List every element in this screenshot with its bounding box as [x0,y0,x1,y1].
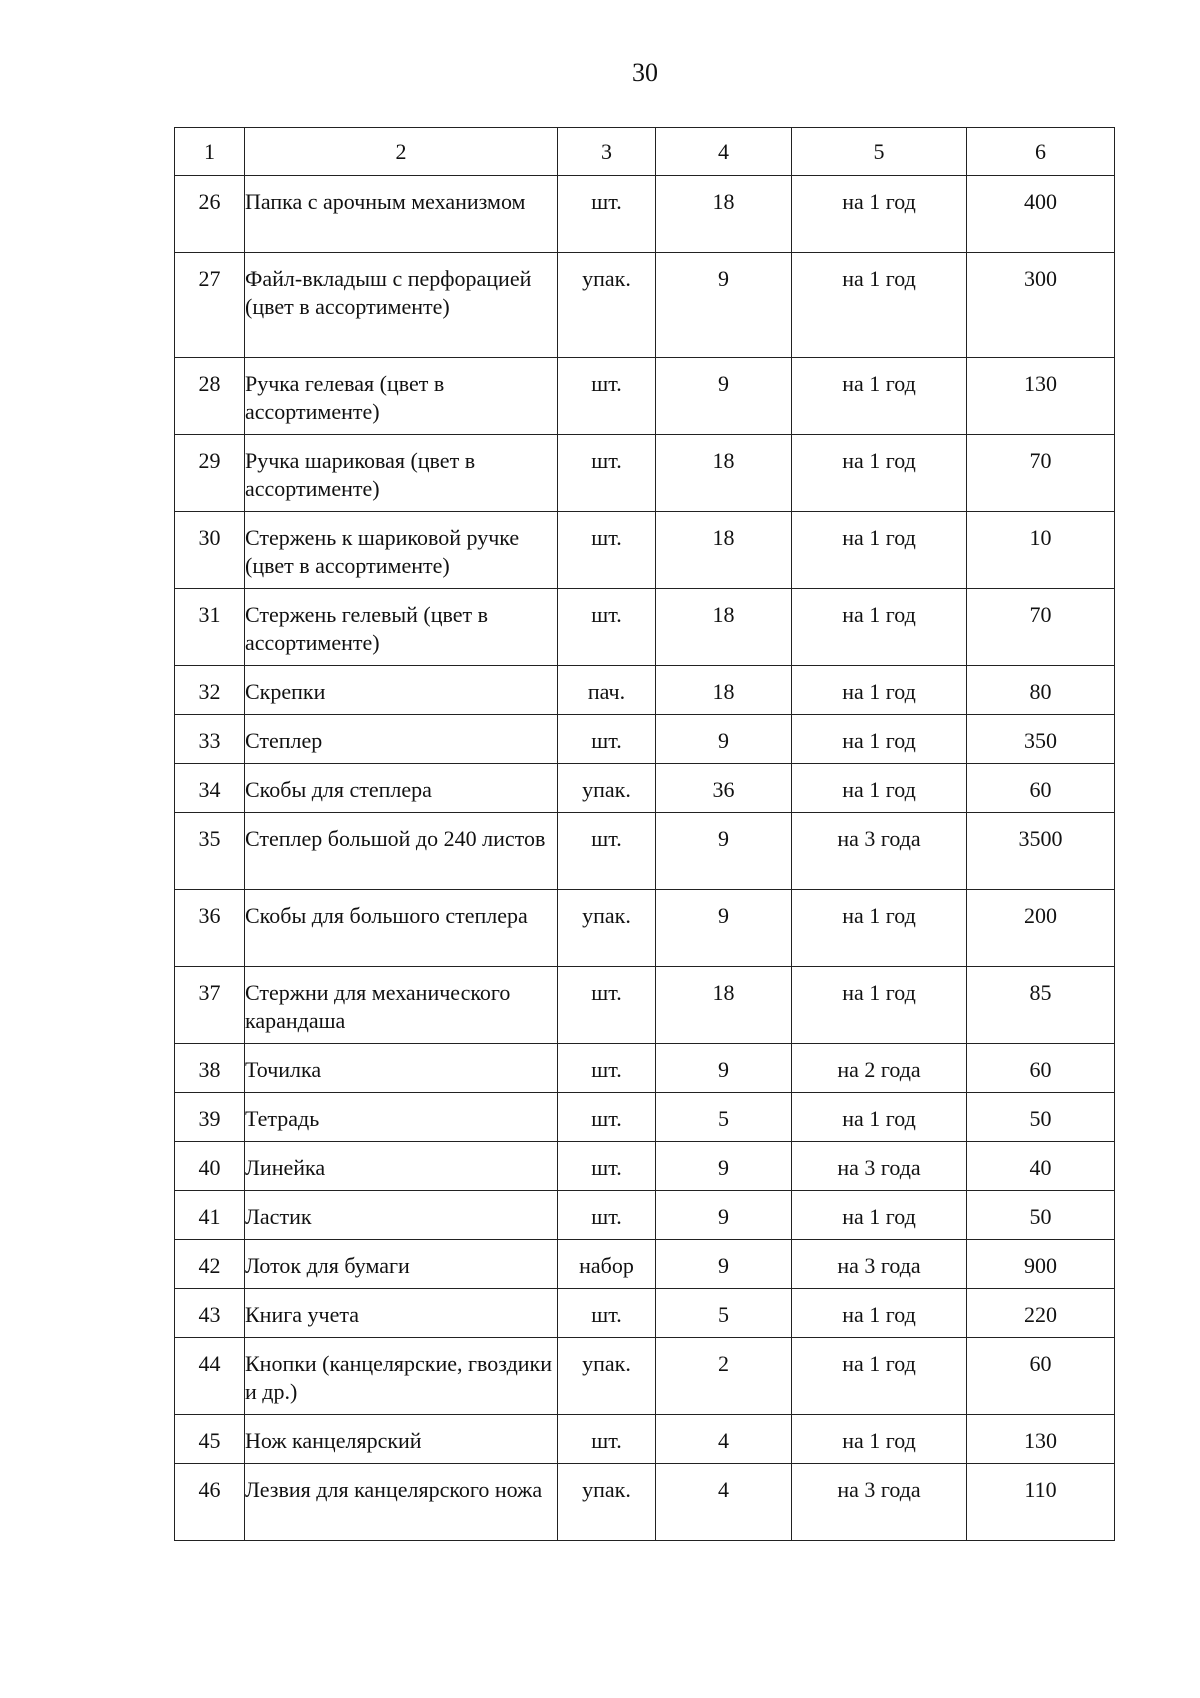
item-quantity: 9 [656,1191,792,1240]
item-term: на 1 год [792,435,967,512]
item-unit: шт. [558,358,656,435]
column-header: 4 [656,128,792,176]
item-quantity: 5 [656,1093,792,1142]
table-row [175,1044,1115,1093]
item-quantity: 18 [656,435,792,512]
item-unit: упак. [558,1464,656,1541]
item-unit: упак. [558,253,656,358]
item-unit: упак. [558,890,656,967]
item-unit: шт. [558,1044,656,1093]
item-price: 130 [967,358,1115,435]
row-number: 44 [175,1338,245,1415]
item-term: на 3 года [792,1464,967,1541]
row-number: 38 [175,1044,245,1093]
item-price: 110 [967,1464,1115,1541]
item-name: Папка с арочным механизмом [245,176,558,253]
item-term: на 3 года [792,813,967,890]
item-name: Кнопки (канцелярские, гвоздики и др.) [245,1338,558,1415]
item-name: Ручка шариковая (цвет в ассортименте) [245,435,558,512]
table-row [175,1142,1115,1191]
item-name: Лезвия для канцелярского ножа [245,1464,558,1541]
item-unit: набор [558,1240,656,1289]
item-term: на 1 год [792,512,967,589]
table-row [175,666,1115,715]
item-quantity: 18 [656,176,792,253]
table-row [175,1464,1115,1541]
table-header-row [175,128,1115,176]
column-header: 3 [558,128,656,176]
row-number: 27 [175,253,245,358]
item-term: на 1 год [792,176,967,253]
item-unit: шт. [558,512,656,589]
item-name: Степлер большой до 240 листов [245,813,558,890]
row-number: 45 [175,1415,245,1464]
row-number: 26 [175,176,245,253]
item-quantity: 9 [656,253,792,358]
item-quantity: 2 [656,1338,792,1415]
table-row [175,890,1115,967]
item-term: на 3 года [792,1142,967,1191]
table-row [175,967,1115,1044]
item-price: 300 [967,253,1115,358]
item-unit: шт. [558,176,656,253]
table-row [175,253,1115,358]
item-price: 50 [967,1093,1115,1142]
row-number: 34 [175,764,245,813]
table-row [175,715,1115,764]
item-price: 200 [967,890,1115,967]
supplies-table [174,127,1115,1541]
table-row [175,813,1115,890]
item-term: на 1 год [792,589,967,666]
item-name: Файл-вкладыш с перфорацией (цвет в ассортименте) [245,253,558,358]
item-price: 10 [967,512,1115,589]
row-number: 46 [175,1464,245,1541]
row-number: 30 [175,512,245,589]
row-number: 32 [175,666,245,715]
item-quantity: 4 [656,1464,792,1541]
item-quantity: 9 [656,358,792,435]
item-name: Скобы для степлера [245,764,558,813]
page-number: 30 [632,58,658,87]
item-unit: шт. [558,967,656,1044]
item-term: на 1 год [792,1289,967,1338]
table-row [175,1289,1115,1338]
table-row [175,589,1115,666]
row-number: 39 [175,1093,245,1142]
item-term: на 1 год [792,967,967,1044]
item-unit: упак. [558,1338,656,1415]
item-unit: шт. [558,1191,656,1240]
item-name: Нож канцелярский [245,1415,558,1464]
item-price: 900 [967,1240,1115,1289]
item-term: на 1 год [792,358,967,435]
table-row [175,512,1115,589]
item-unit: шт. [558,1415,656,1464]
item-quantity: 9 [656,1240,792,1289]
item-name: Скрепки [245,666,558,715]
item-quantity: 9 [656,1044,792,1093]
row-number: 41 [175,1191,245,1240]
item-price: 70 [967,435,1115,512]
item-name: Степлер [245,715,558,764]
item-price: 400 [967,176,1115,253]
item-price: 130 [967,1415,1115,1464]
item-term: на 1 год [792,1338,967,1415]
item-quantity: 18 [656,666,792,715]
item-term: на 1 год [792,764,967,813]
item-term: на 1 год [792,1415,967,1464]
item-price: 60 [967,1044,1115,1093]
item-term: на 3 года [792,1240,967,1289]
item-unit: шт. [558,435,656,512]
item-term: на 1 год [792,1093,967,1142]
item-name: Тетрадь [245,1093,558,1142]
row-number: 31 [175,589,245,666]
item-quantity: 4 [656,1415,792,1464]
item-term: на 1 год [792,253,967,358]
table-row [175,1338,1115,1415]
item-term: на 1 год [792,1191,967,1240]
item-name: Стержень к шариковой ручке (цвет в ассортименте) [245,512,558,589]
item-price: 80 [967,666,1115,715]
item-term: на 2 года [792,1044,967,1093]
item-name: Стержень гелевый (цвет в ассортименте) [245,589,558,666]
item-name: Скобы для большого степлера [245,890,558,967]
item-unit: шт. [558,715,656,764]
item-name: Стержни для механического карандаша [245,967,558,1044]
row-number: 28 [175,358,245,435]
column-header: 6 [967,128,1115,176]
table-row [175,1093,1115,1142]
table-row [175,358,1115,435]
item-quantity: 9 [656,1142,792,1191]
item-price: 50 [967,1191,1115,1240]
item-unit: пач. [558,666,656,715]
item-name: Точилка [245,1044,558,1093]
item-unit: шт. [558,813,656,890]
item-quantity: 36 [656,764,792,813]
item-unit: шт. [558,1093,656,1142]
item-price: 350 [967,715,1115,764]
item-term: на 1 год [792,666,967,715]
item-price: 3500 [967,813,1115,890]
item-price: 60 [967,764,1115,813]
row-number: 29 [175,435,245,512]
item-name: Ластик [245,1191,558,1240]
item-unit: упак. [558,764,656,813]
item-price: 85 [967,967,1115,1044]
item-name: Лоток для бумаги [245,1240,558,1289]
table-row [175,1191,1115,1240]
row-number: 43 [175,1289,245,1338]
item-price: 220 [967,1289,1115,1338]
row-number: 42 [175,1240,245,1289]
item-quantity: 5 [656,1289,792,1338]
row-number: 33 [175,715,245,764]
item-unit: шт. [558,589,656,666]
row-number: 40 [175,1142,245,1191]
item-name: Линейка [245,1142,558,1191]
item-unit: шт. [558,1289,656,1338]
item-quantity: 9 [656,715,792,764]
item-term: на 1 год [792,890,967,967]
row-number: 37 [175,967,245,1044]
table-row [175,435,1115,512]
table-row [175,1415,1115,1464]
column-header: 5 [792,128,967,176]
table-row [175,764,1115,813]
column-header: 1 [175,128,245,176]
item-price: 70 [967,589,1115,666]
row-number: 36 [175,890,245,967]
item-price: 40 [967,1142,1115,1191]
table-row [175,176,1115,253]
item-unit: шт. [558,1142,656,1191]
item-quantity: 18 [656,589,792,666]
table-row [175,1240,1115,1289]
item-quantity: 18 [656,967,792,1044]
item-quantity: 9 [656,813,792,890]
item-price: 60 [967,1338,1115,1415]
item-term: на 1 год [792,715,967,764]
item-quantity: 9 [656,890,792,967]
item-name: Книга учета [245,1289,558,1338]
item-quantity: 18 [656,512,792,589]
item-name: Ручка гелевая (цвет в ассортименте) [245,358,558,435]
column-header: 2 [245,128,558,176]
row-number: 35 [175,813,245,890]
